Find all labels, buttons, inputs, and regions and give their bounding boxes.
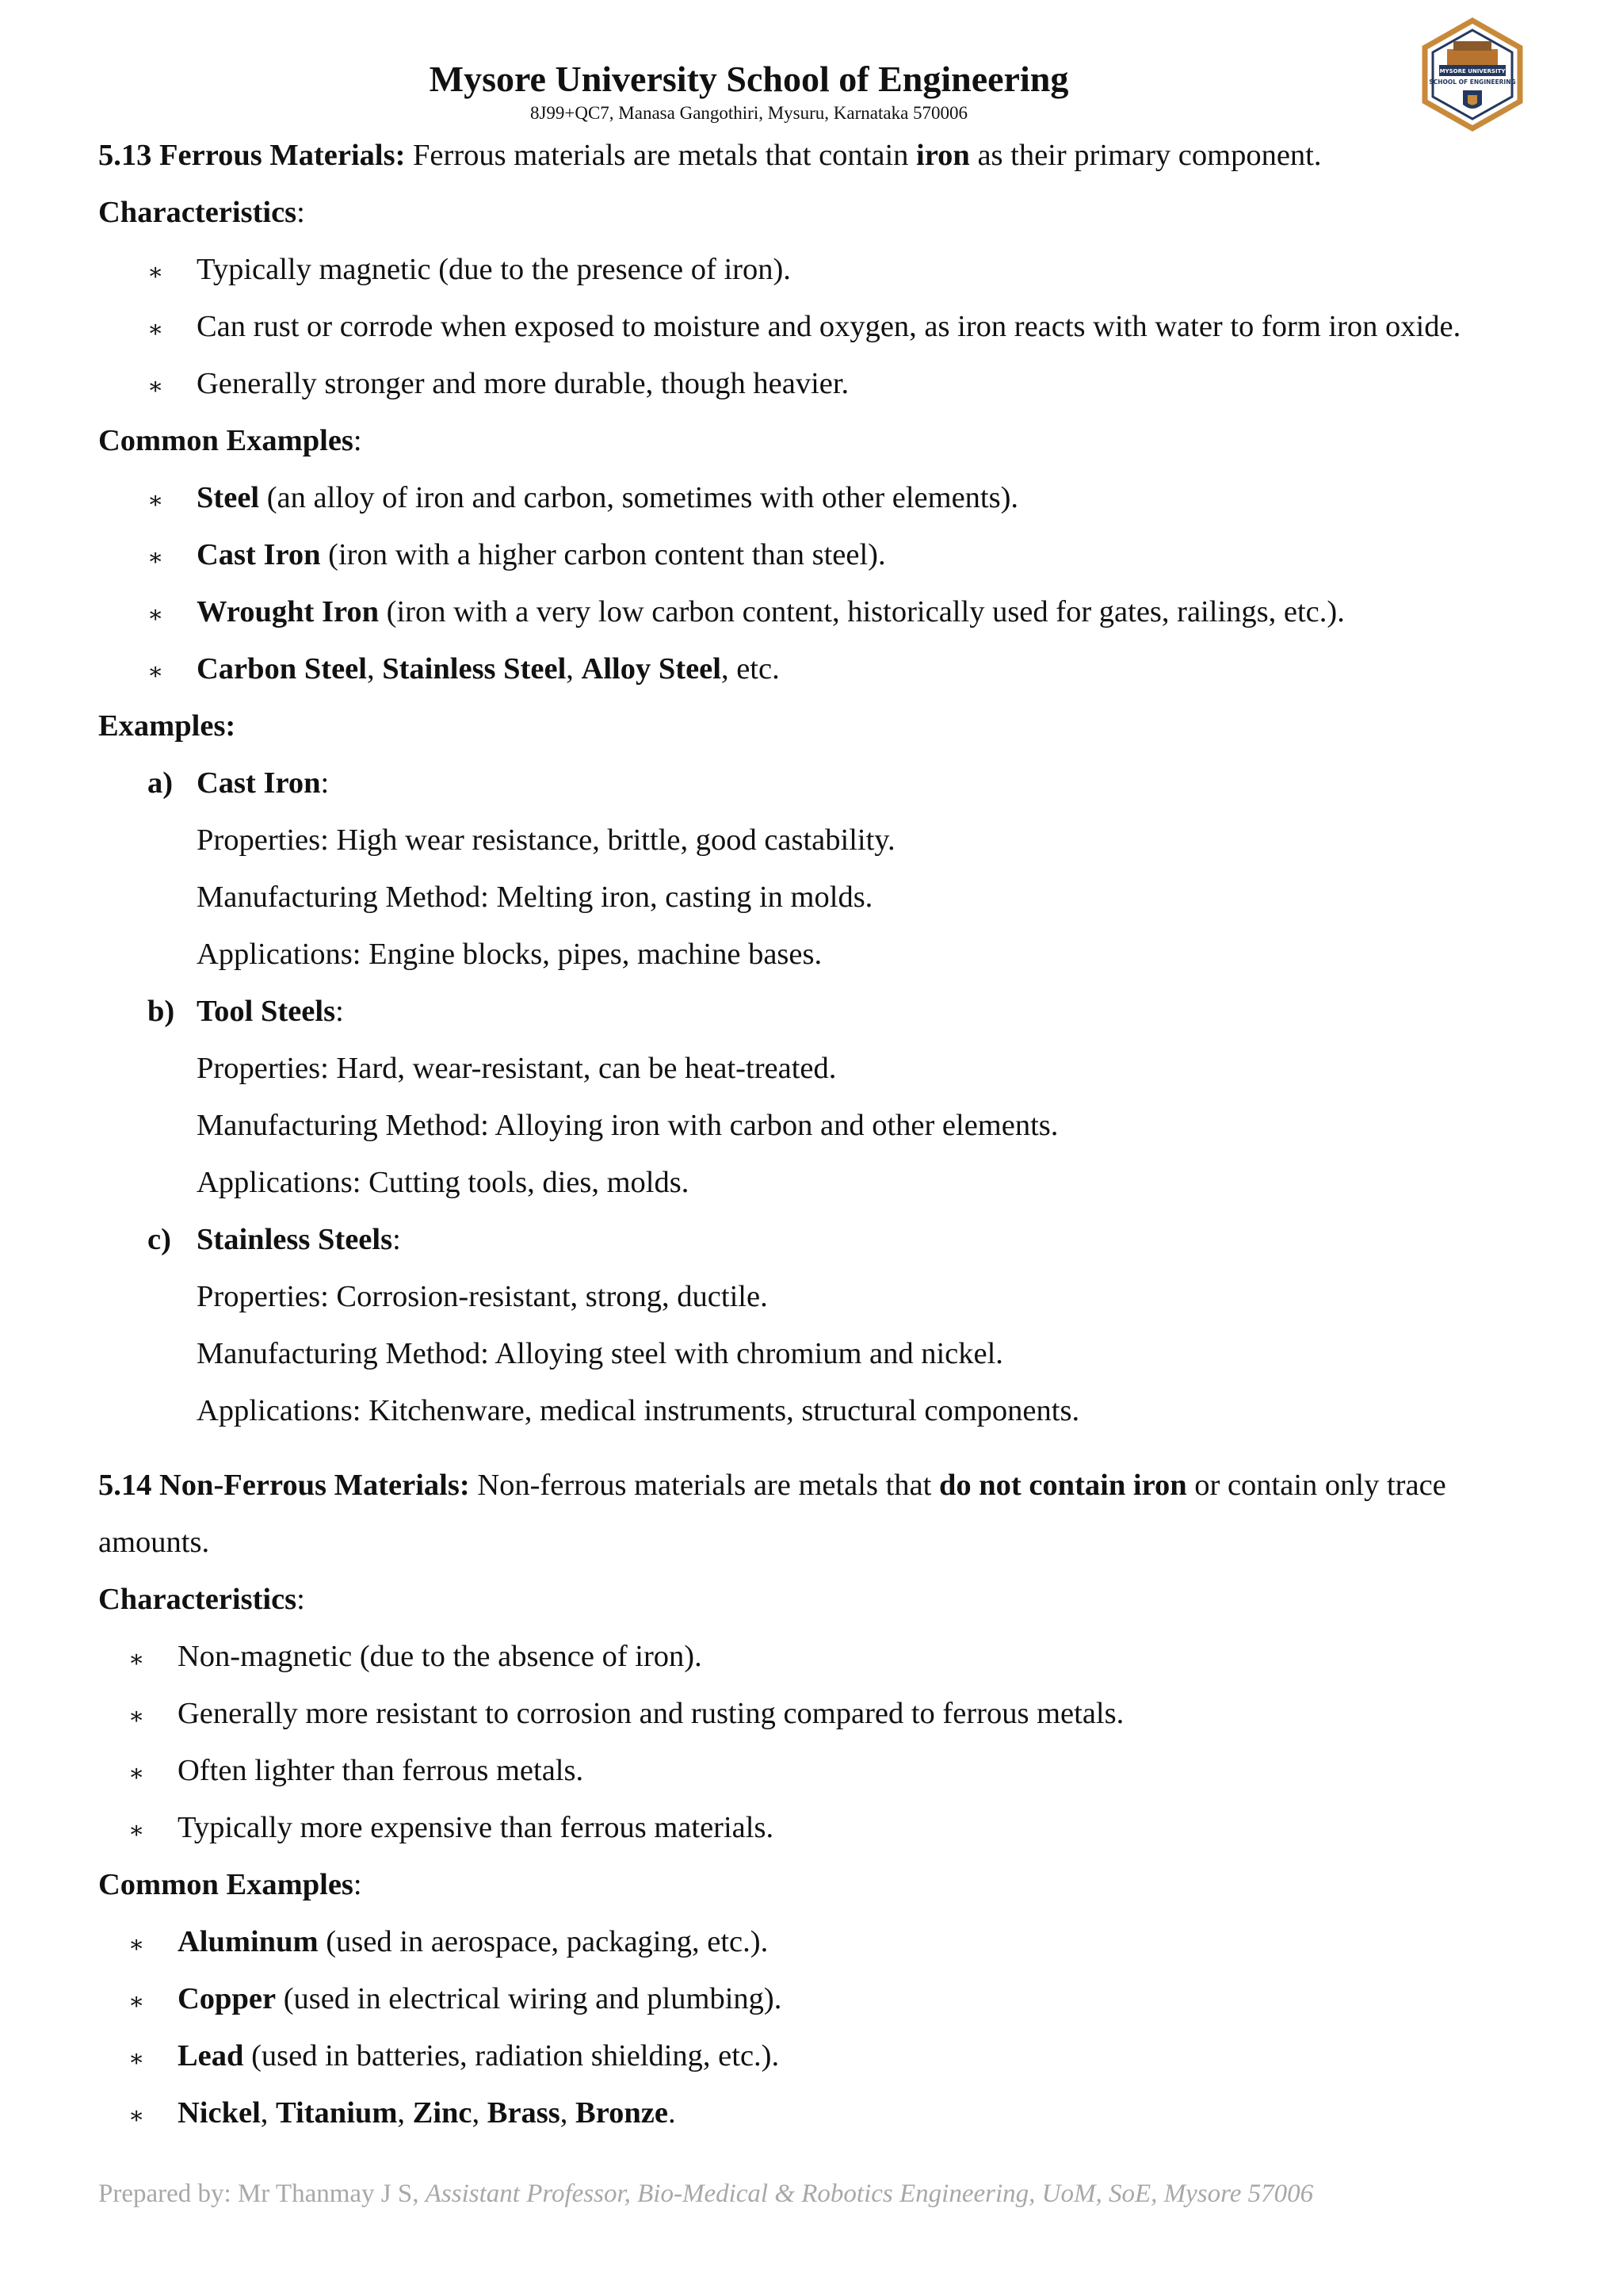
- list-item: ∗ Copper (used in electrical wiring and plumbing).: [128, 1982, 782, 2015]
- section-513-intro: 5.13 Ferrous Materials: Ferrous materials are metals that contain iron as their primary component.: [98, 139, 1322, 172]
- section-513-heading: 5.13 Ferrous Materials:: [98, 139, 406, 172]
- school-address: 8J99+QC7, Manasa Gangothiri, Mysuru, Karnataka 570006: [529, 103, 968, 123]
- list-item: ∗ Non-magnetic (due to the absence of iron).: [128, 1640, 702, 1673]
- example-item: b) Tool Steels:: [147, 995, 344, 1028]
- list-item: ∗ Often lighter than ferrous metals.: [128, 1754, 584, 1787]
- list-item: ∗ Cast Iron (iron with a higher carbon content than steel).: [147, 538, 886, 571]
- svg-text:MYSORE UNIVERSITY: MYSORE UNIVERSITY: [1439, 68, 1506, 74]
- list-item: ∗ Aluminum (used in aerospace, packaging, etc.).: [128, 1925, 769, 1958]
- list-item: ∗ Carbon Steel, Stainless Steel, Alloy Steel, etc.: [147, 652, 780, 686]
- svg-text:SCHOOL OF ENGINEERING: SCHOOL OF ENGINEERING: [1429, 78, 1516, 86]
- university-logo: [1419, 17, 1526, 132]
- characteristics-heading: Characteristics:: [98, 1583, 305, 1616]
- list-item: ∗ Nickel, Titanium, Zinc, Brass, Bronze.: [128, 2096, 676, 2130]
- list-item: ∗ Wrought Iron (iron with a very low carbon content, historically used for gates, railings, etc.).: [147, 595, 1345, 628]
- example-item: a) Cast Iron:: [147, 766, 330, 800]
- example-properties: Properties: Corrosion-resistant, strong, ductile.: [197, 1280, 768, 1313]
- list-item: ∗ Can rust or corrode when exposed to moisture and oxygen, as iron reacts with water to form iron oxide.: [147, 310, 1461, 343]
- example-method: Manufacturing Method: Alloying steel with chromium and nickel.: [197, 1337, 1003, 1370]
- common-examples-heading: Common Examples:: [98, 1868, 362, 1901]
- list-item: ∗ Steel (an alloy of iron and carbon, sometimes with other elements).: [147, 481, 1019, 514]
- example-properties: Properties: High wear resistance, brittle, good castability.: [197, 823, 896, 857]
- document-body: [98, 127, 1541, 2141]
- list-item: ∗ Generally more resistant to corrosion and rusting compared to ferrous metals.: [128, 1697, 1125, 1730]
- common-examples-heading: Common Examples:: [98, 424, 362, 457]
- example-applications: Applications: Cutting tools, dies, molds.: [197, 1166, 689, 1199]
- section-514-intro: 5.14 Non-Ferrous Materials: Non-ferrous materials are metals that do not contain iron or contain only trace amounts.: [98, 1469, 1446, 1559]
- example-method: Manufacturing Method: Alloying iron with carbon and other elements.: [197, 1109, 1059, 1142]
- page-header: [0, 57, 1498, 124]
- list-item: ∗ Lead (used in batteries, radiation shielding, etc.).: [128, 2039, 780, 2073]
- examples-heading: Examples:: [98, 709, 236, 743]
- section-514-heading: 5.14 Non-Ferrous Materials:: [98, 1469, 470, 1502]
- list-item: ∗ Typically magnetic (due to the presence of iron).: [147, 253, 791, 286]
- school-name: Mysore University School of Engineering: [429, 59, 1069, 99]
- example-applications: Applications: Engine blocks, pipes, machine bases.: [197, 938, 823, 971]
- list-item: ∗ Generally stronger and more durable, though heavier.: [147, 367, 850, 400]
- characteristics-heading: Characteristics:: [98, 196, 305, 229]
- example-item: c) Stainless Steels:: [147, 1223, 401, 1256]
- page-footer: Prepared by: Mr Thanmay J S, Assistant Professor, Bio-Medical & Robotics Engineering, UoM, SoE, Mysore 57006: [98, 2179, 1314, 2208]
- list-item: ∗ Typically more expensive than ferrous materials.: [128, 1811, 774, 1844]
- example-applications: Applications: Kitchenware, medical instruments, structural components.: [197, 1394, 1080, 1427]
- example-method: Manufacturing Method: Melting iron, casting in molds.: [197, 881, 873, 914]
- example-properties: Properties: Hard, wear-resistant, can be heat-treated.: [197, 1052, 837, 1085]
